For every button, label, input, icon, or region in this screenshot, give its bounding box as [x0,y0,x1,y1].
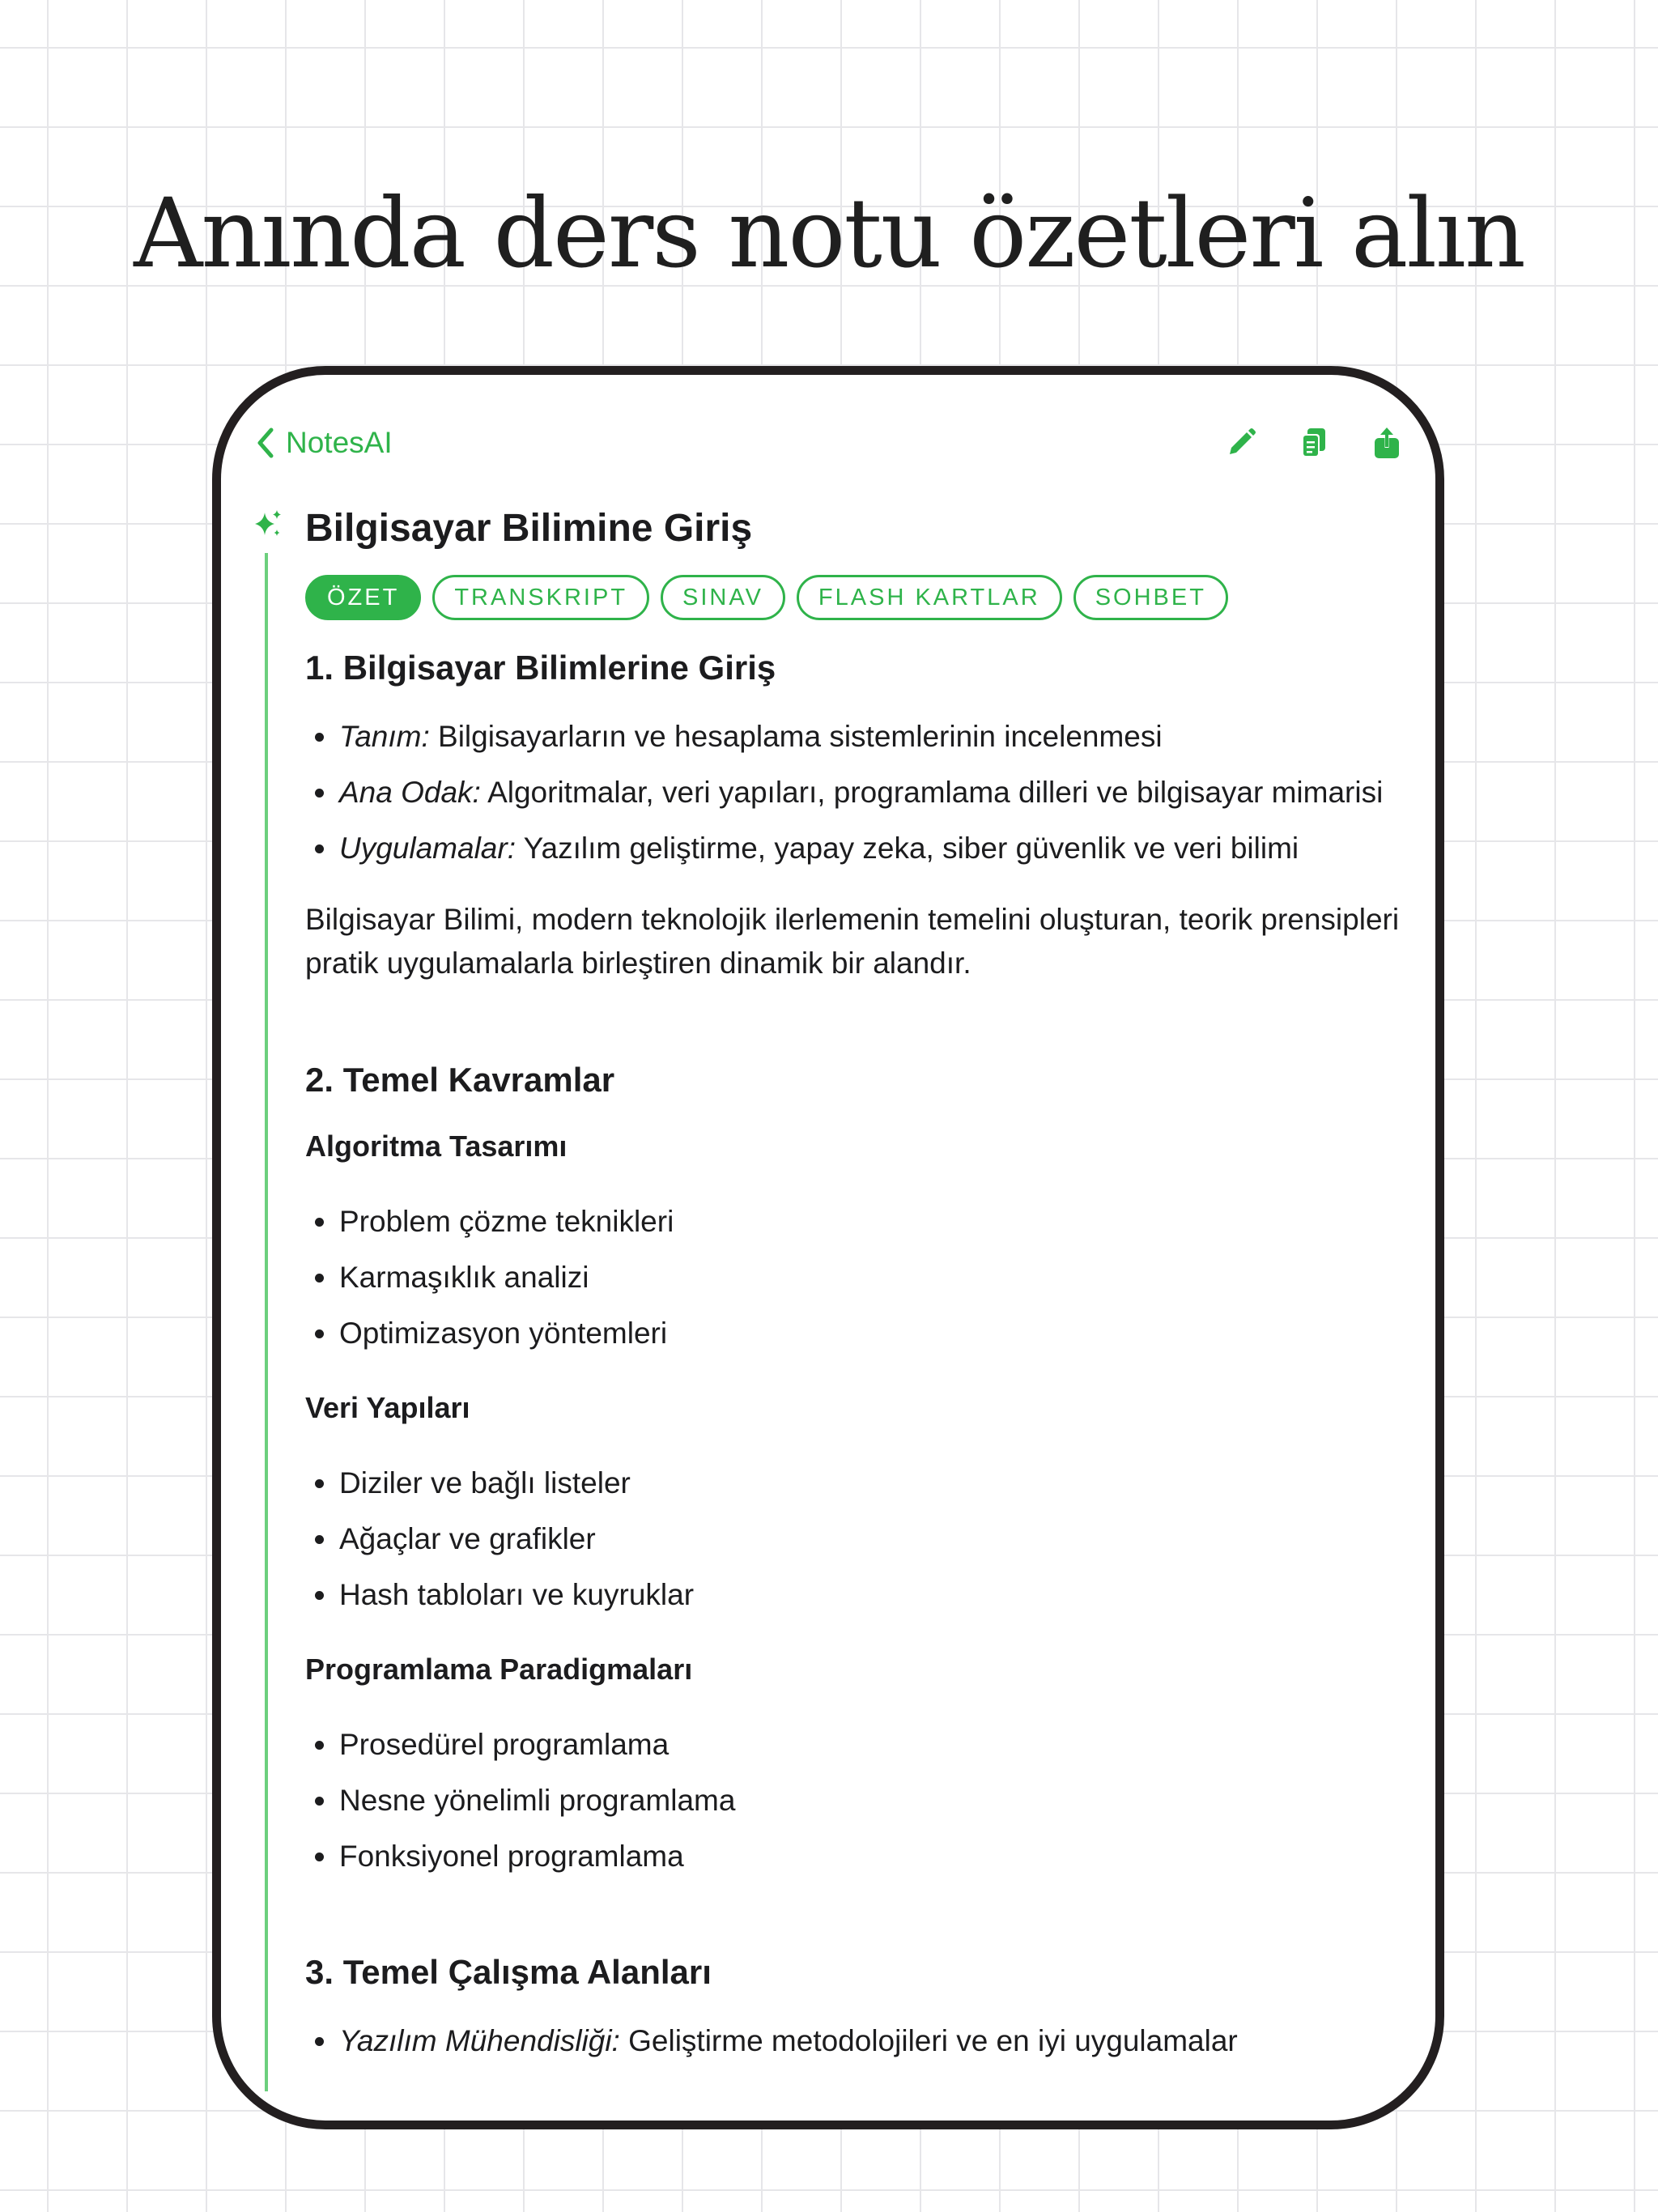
item-text: Bilgisayarların ve hesaplama sistemlerinin incelenmesi [429,720,1163,753]
item-label: Tanım: [339,720,430,753]
note-title: Bilgisayar Bilimine Giriş [305,507,753,550]
list-item: Problem çözme teknikleri [339,1193,1422,1249]
list-item: Nesne yönelimli programlama [339,1772,1422,1828]
tab-ozet[interactable]: ÖZET [305,575,421,620]
chevron-left-icon [250,425,283,461]
list-item: Hash tabloları ve kuyruklar [339,1567,1422,1623]
list-item [339,2013,1422,2069]
list-item: Optimizasyon yöntemleri [339,1305,1422,1361]
bullet-list [305,708,1422,876]
copy-icon[interactable] [1296,425,1332,461]
tab-sinav[interactable]: SINAV [661,575,785,620]
bullet-list [305,1716,1422,1884]
section-heading: 1. Bilgisayar Bilimlerine Giriş [305,649,776,687]
back-label: NotesAI [286,426,393,459]
bullet-list [305,2013,1422,2069]
bullet-list [305,1193,1422,1361]
subsection-heading: Algoritma Tasarımı [305,1129,568,1163]
subsection-heading: Veri Yapıları [305,1391,470,1424]
list-item: Prosedürel programlama [339,1716,1422,1772]
subsection-heading: Programlama Paradigmaları [305,1653,693,1686]
toolbar [1223,425,1405,461]
list-item: Fonksiyonel programlama [339,1828,1422,1884]
item-text: Geliştirme metodolojileri ve en iyi uygulamalar [619,2024,1238,2057]
tab-bar [305,575,1228,620]
accent-line [265,553,268,2091]
item-text: Yazılım geliştirme, yapay zeka, siber güvenlik ve veri bilimi [515,832,1299,865]
list-item [339,764,1422,820]
tab-sohbet[interactable]: SOHBET [1073,575,1228,620]
item-label: Yazılım Mühendisliği: [339,2024,620,2057]
section-heading: 3. Temel Çalışma Alanları [305,1953,712,1991]
section-heading: 2. Temel Kavramlar [305,1061,615,1099]
bullet-list [305,1455,1422,1623]
summary-paragraph: Bilgisayar Bilimi, modern teknolojik ilerlemenin temelini oluşturan, teorik prensipleri pratik uygulamalarla birleştiren dinamik bir alandır. [305,903,1400,980]
sparkle-icon [252,508,284,540]
item-label: Uygulamalar: [339,832,516,865]
headline: Anında ders notu özetleri alın [134,177,1524,290]
list-item: Karmaşıklık analizi [339,1249,1422,1305]
share-icon[interactable] [1369,425,1405,461]
list-item: Diziler ve bağlı listeler [339,1455,1422,1511]
list-item: Ağaçlar ve grafikler [339,1511,1422,1567]
summary-content [305,639,1422,2069]
tablet-frame [212,366,1444,2129]
item-text: Algoritmalar, veri yapıları, programlama dilleri ve bilgisayar mimarisi [480,776,1384,809]
list-item [339,820,1422,876]
item-label: Ana Odak: [339,776,481,809]
list-item [339,708,1422,764]
tab-flash-kartlar[interactable]: FLASH KARTLAR [797,575,1062,620]
back-button[interactable] [250,425,393,461]
navigation-bar [221,375,1435,488]
tab-transkript[interactable]: TRANSKRIPT [432,575,649,620]
pencil-icon[interactable] [1223,425,1259,461]
